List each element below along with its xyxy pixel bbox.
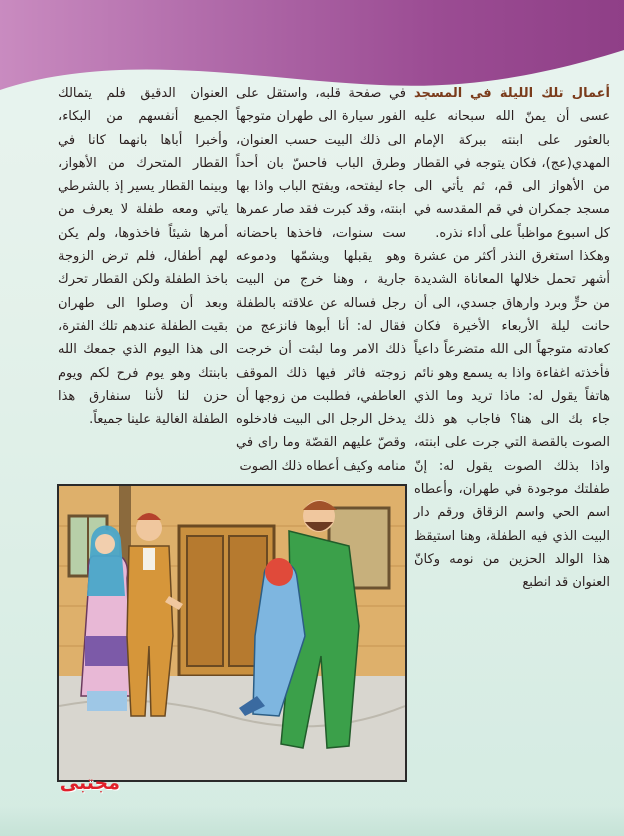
footer-strip (0, 806, 624, 836)
article-column-right (414, 82, 610, 595)
paragraph-right-2: وهكذا استغرق النذر أكثر من عشرة أشهر تحمل خلالها المعاناة الشديدة من حرٍّ وبرد وارهاق جسدي، الى أن حانت ليلة الأربعاء الأخيرة فكان كعادته متوجهاً الى الله متضرعاً داعياً فأخذته اغفاءة واذا به يسمع وهو نائم هاتفاً يقول له: ماذا تريد وما الذي جاء بك الى هنا؟ فاجاب هو ذلك الصوت بالقصة التي جرت على ابنته، واذا بذلك الصوت يقول له: إنّ طفلتك موجودة في طهران، وأعطاه اسم الحي واسم الزقاق ورقم دار البيت الذي فيه الطفلة، وهنا استيقظ هذا الوالد الحزين من نومه وكانّ العنوان قد انطبع (414, 249, 610, 591)
paragraph-right-1-text: عسى أن يمنّ الله سبحانه عليه بالعثور على ابنته ببركة الإمام المهدي(عج)، فكان يتوجه في القطار من الأهواز الى قم، ثم يأتي الى مسجد جمكران في قم المقدسه في كل اسبوع مواظباً على أداء نذره. (414, 109, 610, 241)
lead-highlight-2: المسجد (414, 86, 463, 101)
magazine-logo (60, 772, 120, 798)
illustration-scene (59, 486, 405, 780)
logo-text: مجتبى (59, 772, 120, 794)
story-illustration (57, 484, 407, 782)
paragraph-right-1 (414, 82, 610, 245)
paragraph-middle: في صفحة قلبه، واستقل على الفور سيارة الى طهران متوجهاً الى ذلك البيت حسب العنوان، وطرق الباب فاحسّ بان أحداً جاء ليفتحه، ويفتح الباب واذا بها ابنته، وقد كبرت فقد صار عمرها ست سنوات، فاخذها باحضانه وهو يقبلها ويشمّها ودموعه جارية ، وهنا خرج من البيت رجل فساله عن علاقته بالطفلة فقال له: أنا أبوها فانزعج من ذلك الامر وما لبثت أن خرجت زوجته فاثر فيها ذلك الموقف العاطفي، فطلبت من زوجها أن يدخل الرجل الى البيت فادخلوه وقصّ عليهم القصّة وما راى في منامه وكيف أعطاه ذلك الصوت (236, 86, 406, 474)
lead-highlight: أعمال تلك الليلة في (470, 86, 611, 101)
article-column-left (58, 82, 228, 431)
article-column-middle (236, 82, 406, 478)
paragraph-left: العنوان الدقيق فلم يتمالك الجميع أنفسهم من البكاء، وأخبرا أباها بانهما كانا في القطار المتحرك من الأهواز، وبينما القطار يسير إذ بالشرطي ياتي ومعه طفلة لا يعرف من أمرها شيئاً فاخذوها، ولم يكن لهم أطفال، فلم ترض الزوجة باخذ الطفلة ولكن القطار تحرك وبعد أن وصلوا الى طهران بقيت الطفلة عندهم تلك الفترة، الى هذا اليوم الذي جمعك الله بابنتك وهو يوم فرح لكم ويوم حزن لنا لأننا سنفارق هذا الطفلة الغالية علينا جميعاً. (58, 86, 228, 428)
